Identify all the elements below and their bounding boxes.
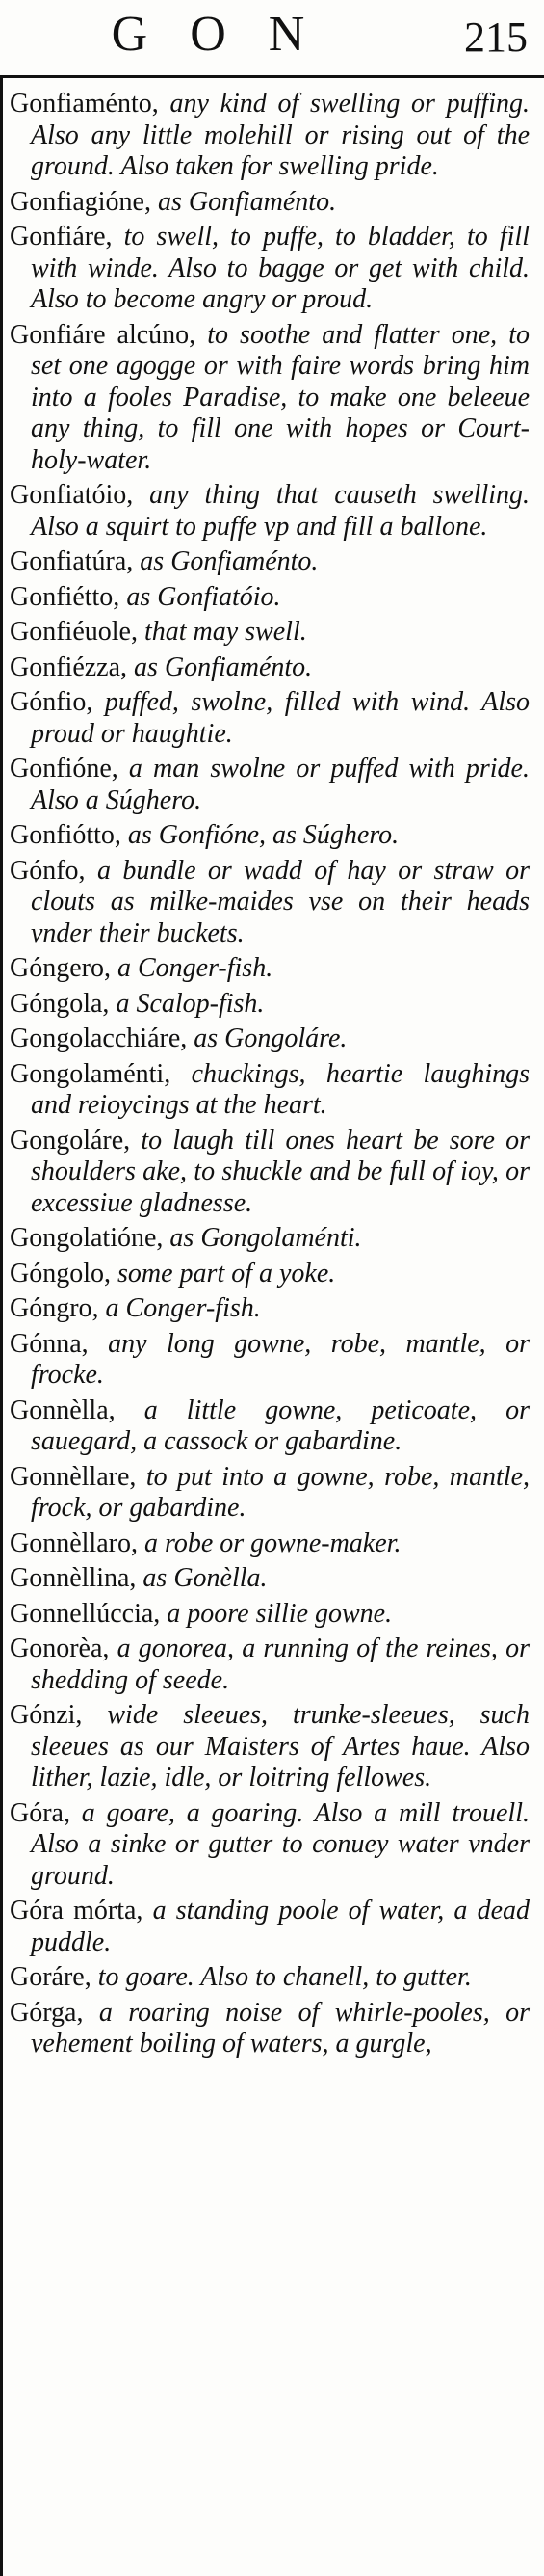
definition: as Gonfiaménto. (134, 651, 313, 682)
headword: Gonfiótto, (10, 820, 128, 850)
definition: as Gonèlla. (142, 1563, 268, 1593)
page-header (0, 0, 544, 77)
dictionary-entry (10, 1896, 530, 1958)
definition: to soothe and flatter one, to set one agogge or with faire words bring him into a fooles Paradise, to make one beleeue any thing, to fill one with hopes or Court-holy-water. (31, 319, 530, 475)
dictionary-entry (10, 1798, 530, 1893)
headword: Górga, (10, 1997, 99, 2028)
dictionary-entry (10, 1223, 530, 1255)
dictionary-entry (10, 820, 530, 852)
headword: Góngola, (10, 988, 117, 1019)
headword: Gonnellúccia, (10, 1598, 168, 1629)
headword: Gonfiaménto, (10, 89, 170, 119)
definition: any thing that causeth swelling. Also a squirt to puffe vp and fill a ballone. (31, 480, 530, 542)
entry-list (10, 89, 530, 2064)
definition: a robe or gowne-maker. (143, 1527, 402, 1558)
dictionary-entry (10, 1998, 530, 2060)
headword: Gongolacchiáre, (10, 1023, 194, 1053)
dictionary-entry (10, 1462, 530, 1525)
definition: a Conger-fish. (105, 1293, 261, 1323)
dictionary-entry (10, 1563, 530, 1595)
definition: to swell, to puffe, to bladder, to fill with winde. Also to bagge or get with child. Also to become angry or proud. (31, 222, 530, 314)
header-rule (0, 75, 544, 78)
definition: as Gonfiatóio. (126, 581, 281, 612)
definition: a gonorea, a running of the reines, or shedding of seede. (31, 1633, 530, 1695)
headword: Góngero, (10, 953, 117, 983)
headword: Gonfiatóio, (10, 480, 150, 510)
dictionary-entry (10, 652, 530, 684)
dictionary-entry (10, 480, 530, 543)
dictionary-entry (10, 546, 530, 578)
dictionary-entry (10, 1700, 530, 1794)
headword: Góra, (10, 1797, 82, 1828)
column-rule (0, 78, 3, 2576)
dictionary-entry (10, 187, 530, 219)
headword: Goráre, (10, 1962, 98, 1992)
dictionary-entry (10, 754, 530, 816)
definition: as Gongolaménti. (169, 1223, 362, 1253)
definition: any kind of swelling or puffing. Also any little molehill or rising out of the ground. Also taken for swelling pride. (31, 89, 530, 181)
headword: Gonnèllina, (10, 1563, 143, 1593)
dictionary-entry (10, 1023, 530, 1055)
dictionary-entry (10, 1293, 530, 1325)
dictionary-entry (10, 1259, 530, 1290)
definition: a goare, a goaring. Also a mill trouell. Also a sinke or gutter to conuey water vnder ground. (31, 1797, 530, 1891)
headword: Gonfiáre, (10, 222, 124, 252)
dictionary-entry (10, 1329, 530, 1392)
dictionary-entry (10, 1962, 530, 1994)
headword: Góra mórta, (10, 1896, 153, 1925)
definition: to put into a gowne, robe, mantle, frock, or gabardine. (31, 1461, 531, 1523)
definition: some part of a yoke. (117, 1258, 336, 1288)
dictionary-entry (10, 1126, 530, 1220)
running-head: GON (111, 7, 348, 62)
dictionary-entry (10, 1395, 530, 1458)
headword: Gonnèllare, (10, 1461, 146, 1492)
definition: a little gowne, peticoate, or sauegard, a cassock or gabardine. (31, 1394, 530, 1456)
headword: Gónfo, (10, 855, 97, 886)
definition: that may swell. (143, 617, 307, 647)
headword: Gonfiatúra, (10, 546, 141, 576)
headword: Gónna, (10, 1328, 109, 1359)
headword: Gonfiézza, (10, 651, 135, 682)
definition: chuckings, heartie laughings and reioycings at the heart. (31, 1058, 530, 1120)
dictionary-entry (10, 687, 530, 750)
dictionary-entry (10, 582, 530, 614)
definition: as Gongoláre. (194, 1023, 348, 1053)
dictionary-entry (10, 617, 530, 649)
dictionary-entry (10, 1599, 530, 1631)
headword: Gongolaménti, (10, 1058, 192, 1089)
page-number: 215 (464, 13, 528, 61)
headword: Gonnèllaro, (10, 1527, 144, 1558)
dictionary-entry (10, 989, 530, 1021)
headword: Gonfiagióne, (10, 186, 158, 217)
dictionary-entry (10, 89, 530, 183)
headword: Gonnèlla, (10, 1394, 144, 1425)
definition: a bundle or wadd of hay or straw or clouts as milke-maides vse on their heads vnder their buckets. (31, 855, 531, 948)
definition: a roaring noise of whirle-pooles, or vehement boiling of waters, a gurgle, (31, 1997, 530, 2058)
dictionary-entry (10, 1528, 530, 1560)
headword: Gongoláre, (10, 1125, 142, 1155)
definition: any long gowne, robe, mantle, or frocke. (31, 1328, 530, 1390)
headword: Gonfióne, (10, 754, 129, 783)
dictionary-entry (10, 222, 530, 316)
definition: puffed, swolne, filled with wind. Also proud or haughtie. (31, 687, 530, 749)
headword: Góngro, (10, 1293, 106, 1323)
headword: Gonfiétto, (10, 581, 127, 612)
dictionary-entry (10, 1059, 530, 1122)
headword: Gonorèa, (10, 1633, 117, 1663)
definition: as Gonfiaménto. (140, 546, 319, 576)
headword: Gongolatióne, (10, 1223, 170, 1253)
definition: to laugh till ones heart be sore or shoulders ake, to shuckle and be full of ioy, or excessiue gladnesse. (31, 1125, 531, 1218)
headword: Gónfio, (10, 687, 105, 717)
dictionary-entry (10, 953, 530, 985)
dictionary-entry (10, 320, 530, 477)
definition: a standing poole of water, a dead puddle. (31, 1896, 530, 1957)
definition: a Conger-fish. (117, 953, 273, 983)
dictionary-entry (10, 1633, 530, 1696)
definition: wide sleeues, trunke-sleeues, such sleeues as our Maisters of Artes haue. Also lither, lazie, idle, or loitring fellowes. (31, 1700, 530, 1793)
definition: to goare. Also to chanell, to gutter. (97, 1962, 472, 1992)
headword: Góngolo, (10, 1258, 117, 1288)
definition: a man swolne or puffed with pride. Also a Súghero. (31, 754, 530, 815)
definition: a Scalop-fish. (116, 988, 265, 1019)
definition: a poore sillie gowne. (167, 1598, 393, 1629)
headword: Gonfiéuole, (10, 617, 144, 647)
headword: Gónzi, (10, 1700, 108, 1730)
headword: Gonfiáre alcúno, (10, 319, 208, 350)
definition: as Gonfiaménto. (157, 186, 337, 217)
definition: as Gonfióne, as Súghero. (127, 820, 400, 850)
dictionary-entry (10, 856, 530, 950)
